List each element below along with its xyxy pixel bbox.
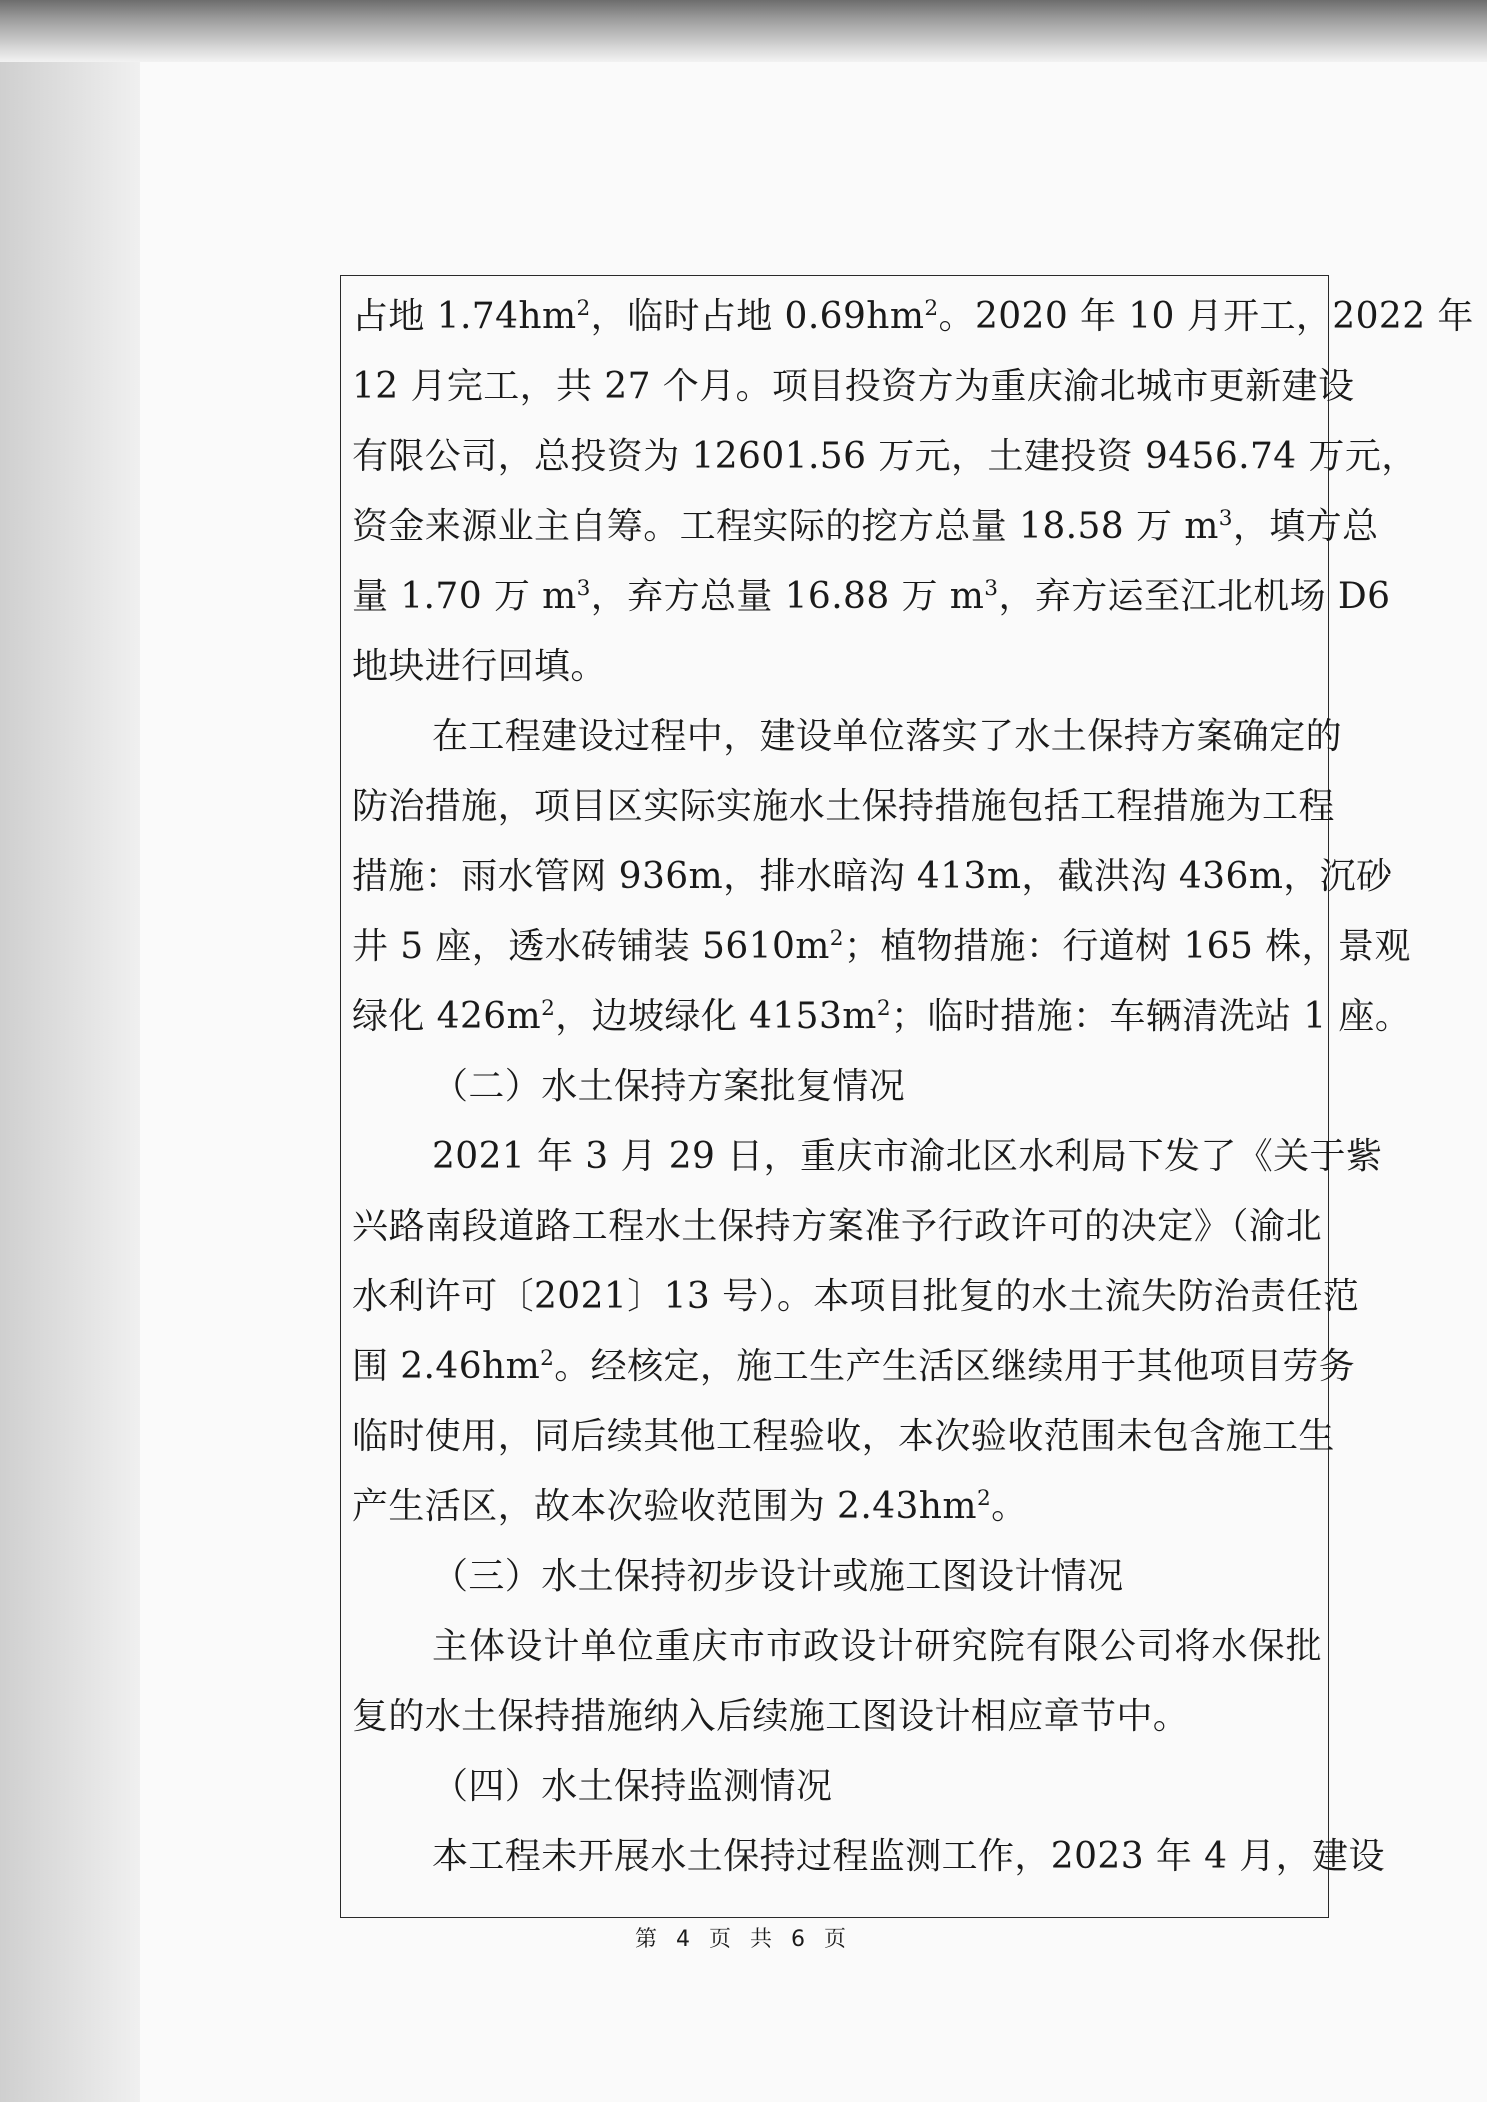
text-run: ；临时措施：车辆清洗站 1 座。 <box>890 996 1412 1037</box>
text-line <box>352 1612 1322 1682</box>
text-run: ；植物措施：行道树 165 株，景观 <box>843 926 1411 967</box>
text-run: （三）水土保持初步设计或施工图设计情况 <box>432 1556 1124 1597</box>
text-line <box>352 1472 1322 1542</box>
superscript: 2 <box>876 996 891 1021</box>
text-line <box>352 1192 1322 1262</box>
text-run: 防治措施，项目区实际实施水土保持措施包括工程措施为工程 <box>352 786 1335 827</box>
text-run: 在工程建设过程中，建设单位落实了水土保持方案确定的 <box>432 716 1343 757</box>
text-line <box>352 422 1418 492</box>
text-run: 占地 1.74hm <box>352 296 577 337</box>
page-number: 第 4 页 共 6 页 <box>635 1927 852 1952</box>
text-line <box>352 1332 1356 1402</box>
scan-shadow-top <box>0 0 1487 62</box>
text-line <box>352 982 1412 1052</box>
superscript: 2 <box>829 926 844 951</box>
text-line <box>352 772 1335 842</box>
text-run: ，弃方运至江北机场 D6 <box>998 576 1391 617</box>
text-line <box>352 282 1474 352</box>
superscript: 2 <box>924 296 939 321</box>
text-run: 。经核定，施工生产生活区继续用于其他项目劳务 <box>554 1346 1356 1387</box>
text-line <box>352 1402 1335 1472</box>
scan-shadow-left <box>0 0 150 2102</box>
text-line <box>352 1262 1360 1332</box>
superscript: 2 <box>976 1486 992 1511</box>
text-line <box>352 1822 1385 1892</box>
text-run: 资金来源业主自筹。工程实际的挖方总量 18.58 万 m <box>352 506 1219 547</box>
text-run: 水利许可〔2021〕13 号）。本项目批复的水土流失防治责任范 <box>352 1276 1360 1317</box>
text-line <box>352 842 1393 912</box>
text-run: 绿化 426m <box>352 996 542 1037</box>
text-line <box>352 702 1343 772</box>
text-run: 临时使用，同后续其他工程验收，本次验收范围未包含施工生 <box>352 1416 1335 1457</box>
text-run: ，临时占地 0.69hm <box>590 296 925 337</box>
text-run: 主体设计单位重庆市市政设计研究院有限公司将水保批 <box>432 1626 1322 1667</box>
text-line <box>352 352 1355 422</box>
superscript: 3 <box>576 576 591 601</box>
superscript: 2 <box>540 1346 555 1371</box>
text-run: 2021 年 3 月 29 日，重庆市渝北区水利局下发了《关于紫 <box>432 1136 1383 1177</box>
text-line <box>352 912 1411 982</box>
superscript: 3 <box>984 576 999 601</box>
text-line <box>352 562 1391 632</box>
text-line <box>352 1122 1383 1192</box>
text-run: 地块进行回填。 <box>352 646 607 687</box>
superscript: 3 <box>1218 506 1233 531</box>
text-run: ，填方总 <box>1232 506 1379 547</box>
superscript: 2 <box>541 996 556 1021</box>
text-run: 产生活区，故本次验收范围为 2.43hm <box>352 1486 977 1527</box>
body-text <box>352 282 1474 1892</box>
text-run: 。 <box>991 1486 1028 1527</box>
section-heading <box>352 1542 1322 1612</box>
text-run: 措施：雨水管网 936m，排水暗沟 413m，截洪沟 436m，沉砂 <box>352 856 1393 897</box>
text-run: 复的水土保持措施纳入后续施工图设计相应章节中。 <box>352 1696 1190 1737</box>
text-run: （二）水土保持方案批复情况 <box>432 1066 906 1107</box>
text-line <box>352 632 1322 702</box>
text-run: 有限公司，总投资为 12601.56 万元，土建投资 9456.74 万元， <box>352 436 1418 477</box>
text-run: ，弃方总量 16.88 万 m <box>590 576 985 617</box>
text-run: （四）水土保持监测情况 <box>432 1766 833 1807</box>
text-run: 本工程未开展水土保持过程监测工作，2023 年 4 月，建设 <box>432 1836 1385 1877</box>
text-run: 。2020 年 10 月开工，2022 年 <box>938 296 1474 337</box>
text-run: 量 1.70 万 m <box>352 576 577 617</box>
text-line <box>352 1682 1322 1752</box>
text-run: 围 2.46hm <box>352 1346 541 1387</box>
superscript: 2 <box>576 296 591 321</box>
text-run: 井 5 座，透水砖铺装 5610m <box>352 926 830 967</box>
text-run: ，边坡绿化 4153m <box>555 996 877 1037</box>
section-heading <box>352 1052 1322 1122</box>
text-run: 12 月完工，共 27 个月。项目投资方为重庆渝北城市更新建设 <box>352 366 1355 407</box>
text-line <box>352 492 1379 562</box>
section-heading <box>352 1752 1322 1822</box>
text-run: 兴路南段道路工程水土保持方案准予行政许可的决定》（渝北 <box>352 1206 1322 1247</box>
